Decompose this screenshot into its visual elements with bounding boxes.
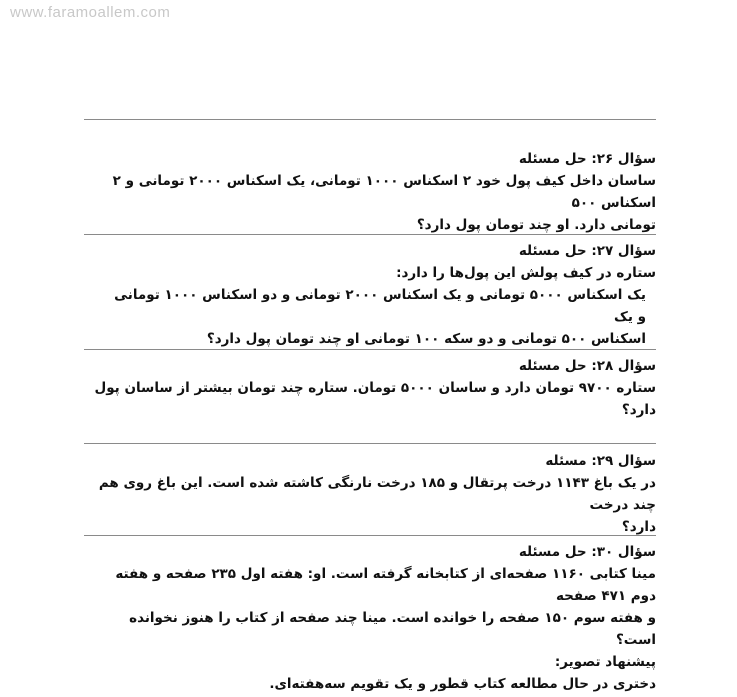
question-text-line: ساسان داخل کیف پول خود ۲ اسکناس ۱۰۰۰ تومانی، یک اسکناس ۲۰۰۰ تومانی و ۲ اسکناس ۵۰۰ bbox=[112, 173, 656, 211]
divider bbox=[84, 349, 656, 350]
divider bbox=[84, 119, 656, 120]
question-text-line: ستاره در کیف پولش این پول‌ها را دارد: bbox=[396, 265, 656, 281]
question-title: سؤال ۲۷: حل مسئله bbox=[518, 243, 656, 259]
question-text-line: در یک باغ ۱۱۴۳ درخت پرتقال و ۱۸۵ درخت نارنگی کاشته شده است. این باغ روی هم چند درخت bbox=[98, 475, 656, 513]
watermark: www.faramoallem.com bbox=[10, 4, 171, 21]
question-28 bbox=[94, 355, 656, 421]
divider bbox=[84, 535, 656, 536]
question-text-line: مینا کتابی ۱۱۶۰ صفحه‌ای از کتابخانه گرفته است. او: هفته اول ۲۳۵ صفحه و هفته دوم ۴۷۱ صفحه bbox=[115, 566, 656, 604]
question-text-line: دارد؟ bbox=[621, 519, 656, 535]
question-29 bbox=[94, 450, 656, 538]
question-27 bbox=[94, 240, 656, 350]
question-text-line: اسکناس ۵۰۰ تومانی و دو سکه ۱۰۰ تومانی او چند تومان پول دارد؟ bbox=[206, 331, 646, 347]
question-text-line: دختری در حال مطالعه کتاب قطور و یک تقویم سه‌هفته‌ای. bbox=[269, 676, 656, 692]
question-text-line: ستاره ۹۷۰۰ تومان دارد و ساسان ۵۰۰۰ تومان. ستاره چند تومان بیشتر از ساسان پول دارد؟ bbox=[94, 380, 656, 418]
question-text-line: یک اسکناس ۵۰۰۰ تومانی و یک اسکناس ۲۰۰۰ تومانی و دو اسکناس ۱۰۰۰ تومانی و یک bbox=[114, 287, 646, 325]
divider bbox=[84, 443, 656, 444]
question-title: سؤال ۲۶: حل مسئله bbox=[518, 151, 656, 167]
question-title: سؤال ۲۹: مسئله bbox=[545, 453, 656, 469]
question-text-line: و هفته سوم ۱۵۰ صفحه را خوانده است. مینا چند صفحه از کتاب را هنوز نخوانده است؟ bbox=[129, 610, 656, 648]
question-26 bbox=[94, 148, 656, 236]
question-30 bbox=[94, 541, 656, 695]
question-title: سؤال ۳۰: حل مسئله bbox=[518, 544, 656, 560]
question-title: سؤال ۲۸: حل مسئله bbox=[518, 358, 656, 374]
question-text-line: پیشنهاد تصویر: bbox=[554, 654, 656, 670]
divider bbox=[84, 234, 656, 235]
question-text-line: تومانی دارد. او چند تومان پول دارد؟ bbox=[416, 217, 656, 233]
